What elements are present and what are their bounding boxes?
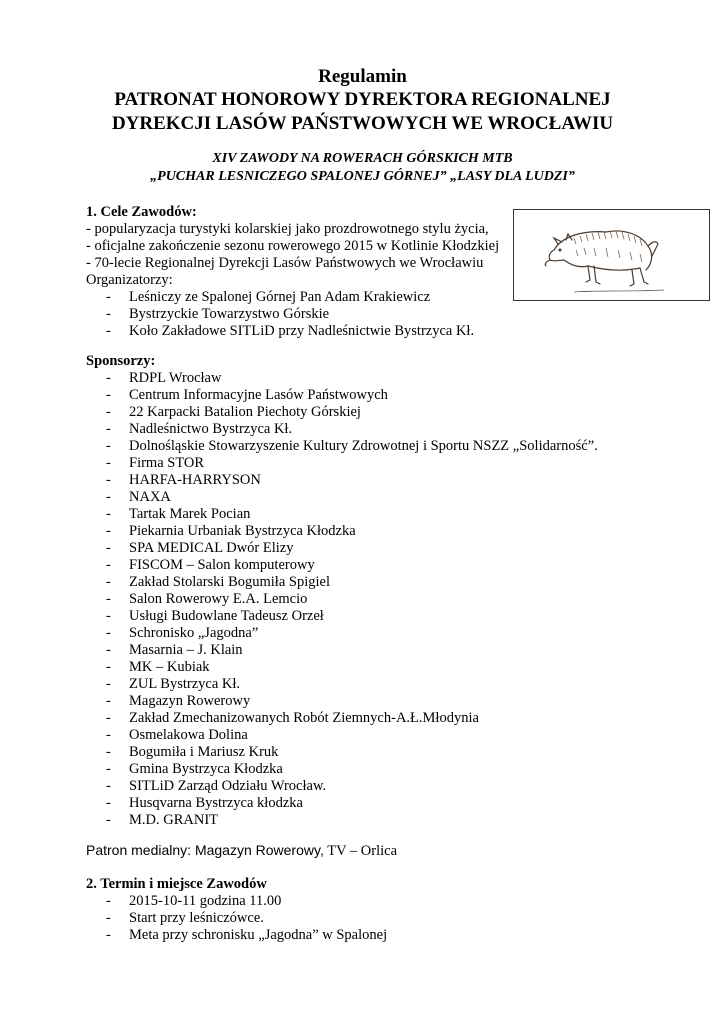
- sponsor-item: - M.D. GRANIT: [106, 812, 219, 828]
- event-subtitle-1: XIV ZAWODY NA ROWERACH GÓRSKICH MTB: [212, 151, 513, 166]
- event-subtitle-2: „PUCHAR LESNICZEGO SPALONEJ GÓRNEJ” „LASY DLA LUDZI”: [150, 169, 575, 184]
- sponsor-item: - Magazyn Rowerowy: [106, 693, 251, 709]
- sponsor-item: - Dolnośląskie Stowarzyszenie Kultury Zdrowotnej i Sportu NSZZ „Solidarność”.: [106, 438, 598, 454]
- media-patron-label: Patron medialny: Magazyn Rowerowy,: [86, 842, 324, 858]
- organizer-item: - Koło Zakładowe SITLiD przy Nadleśnictwie Bystrzyca Kł.: [106, 323, 475, 339]
- wild-boar-icon: [514, 210, 709, 300]
- sponsor-item: - Tartak Marek Pocian: [106, 506, 251, 522]
- media-patron-tail: TV – Orlica: [327, 843, 398, 859]
- sponsor-list: [86, 370, 598, 829]
- sponsor-item: - Firma STOR: [106, 455, 205, 471]
- sponsor-item: - FISCOM – Salon komputerowy: [106, 557, 315, 573]
- sponsor-item: - Husqvarna Bystrzyca kłodzka: [106, 795, 303, 811]
- sponsor-item: - 22 Karpacki Batalion Piechoty Górskiej: [106, 404, 361, 420]
- sponsor-item: - Centrum Informacyjne Lasów Państwowych: [106, 387, 388, 403]
- sponsor-item: - SITLiD Zarząd Odziału Wrocław.: [106, 778, 327, 794]
- sponsor-item: - MK – Kubiak: [106, 659, 210, 675]
- goal-line: - 70-lecie Regionalnej Dyrekcji Lasów Państwowych we Wrocławiu: [86, 255, 484, 271]
- sponsor-item: - Masarnia – J. Klain: [106, 642, 243, 658]
- sponsor-item: - Bogumiła i Mariusz Kruk: [106, 744, 279, 760]
- date-place-item: - Meta przy schronisku „Jagodna” w Spalonej: [106, 927, 388, 943]
- document-title: Regulamin: [318, 66, 407, 87]
- sponsor-item: - Usługi Budowlane Tadeusz Orzeł: [106, 608, 324, 624]
- organizer-item: - Bystrzyckie Towarzystwo Górskie: [106, 306, 330, 322]
- section-sponsors-heading: Sponsorzy:: [86, 353, 156, 369]
- organizers-label: Organizatorzy:: [86, 272, 173, 288]
- section-goals-heading: 1. Cele Zawodów:: [86, 204, 197, 220]
- sponsor-item: - Schronisko „Jagodna”: [106, 625, 259, 641]
- patronage-line-1: PATRONAT HONOROWY DYREKTORA REGIONALNEJ: [114, 89, 611, 110]
- sponsor-item: - ZUL Bystrzyca Kł.: [106, 676, 241, 692]
- sponsor-item: - HARFA-HARRYSON: [106, 472, 261, 488]
- sponsor-item: - Salon Rowerowy E.A. Lemcio: [106, 591, 308, 607]
- sponsor-item: - Osmelakowa Dolina: [106, 727, 248, 743]
- section-goals: [86, 204, 499, 340]
- media-patron: [86, 842, 397, 860]
- sponsor-item: - Zakład Stolarski Bogumiła Spigiel: [106, 574, 330, 590]
- sponsor-item: - Gmina Bystrzyca Kłodzka: [106, 761, 283, 777]
- patronage-line-2: DYREKCJI LASÓW PAŃSTWOWYCH WE WROCŁAWIU: [111, 113, 614, 134]
- sponsor-item: - RDPL Wrocław: [106, 370, 222, 386]
- sponsor-item: - SPA MEDICAL Dwór Elizy: [106, 540, 294, 556]
- sponsor-item: - Piekarnia Urbaniak Bystrzyca Kłodzka: [106, 523, 356, 539]
- goal-line: - oficjalne zakończenie sezonu rowerowego 2015 w Kotlinie Kłodzkiej: [86, 238, 500, 254]
- date-place-item: - 2015-10-11 godzina 11.00: [106, 893, 282, 909]
- wild-boar-image: [513, 209, 710, 301]
- goal-line: - popularyzacja turystyki kolarskiej jako prozdrowotnego stylu życia,: [86, 221, 489, 237]
- sponsor-item: - NAXA: [106, 489, 171, 505]
- organizer-item: - Leśniczy ze Spalonej Górnej Pan Adam Krakiewicz: [106, 289, 431, 305]
- date-place-item: - Start przy leśniczówce.: [106, 910, 264, 926]
- section-sponsors: [86, 353, 598, 829]
- sponsor-item: - Zakład Zmechanizowanych Robót Ziemnych-A.Ł.Młodynia: [106, 710, 479, 726]
- sponsor-item: - Nadleśnictwo Bystrzyca Kł.: [106, 421, 293, 437]
- section-date-place: [86, 876, 388, 944]
- section-date-place-heading: 2. Termin i miejsce Zawodów: [86, 876, 267, 892]
